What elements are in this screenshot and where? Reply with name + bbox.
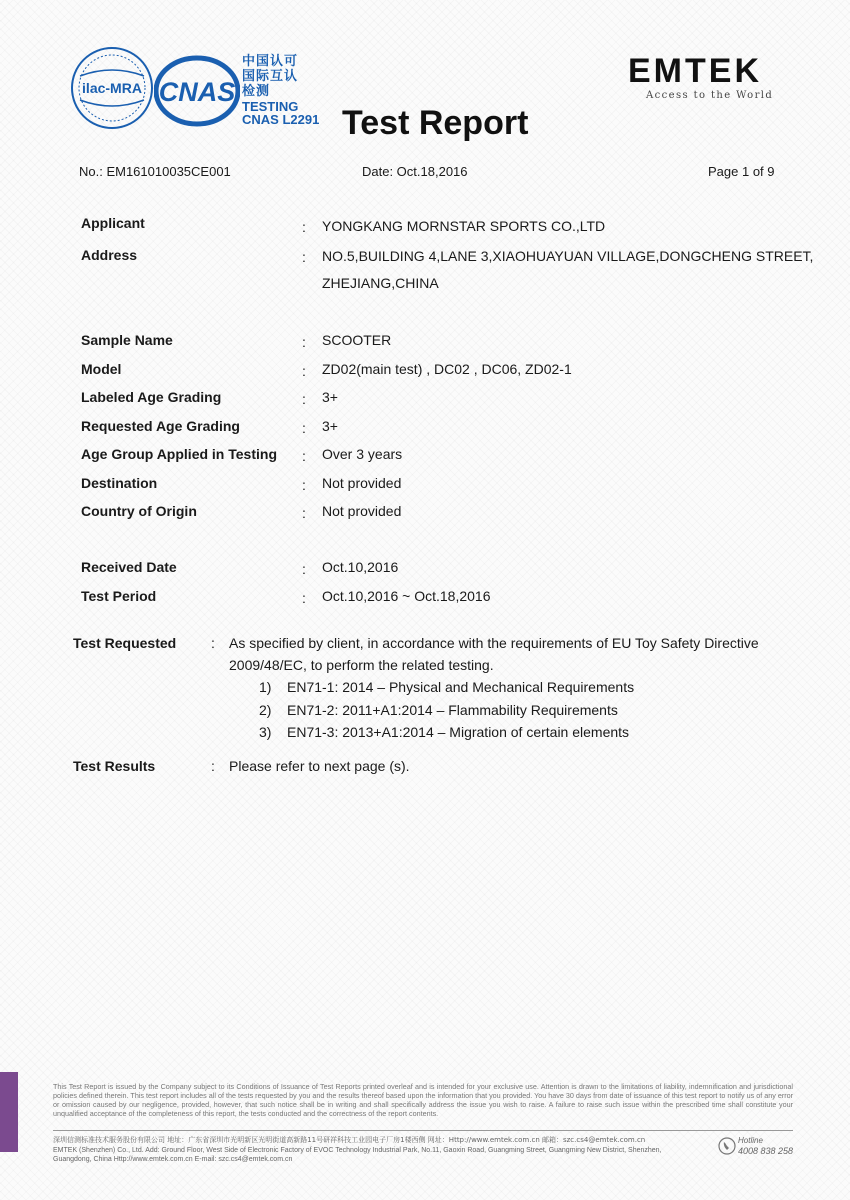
page-indicator: Page 1 of 9 (708, 164, 775, 179)
colon: : (211, 758, 215, 774)
side-color-bar (0, 1072, 18, 1152)
test-results-label: Test Results (73, 758, 156, 774)
colon: : (302, 362, 306, 379)
address-value: NO.5,BUILDING 4,LANE 3,XIAOHUAYUAN VILLAGE,DONGCHENG STREET, ZHEJIANG,CHINA (322, 248, 814, 291)
colon: : (302, 476, 306, 493)
colon: : (302, 334, 306, 350)
item-text: EN71-2: 2011+A1:2014 – Flammability Requirements (287, 701, 618, 718)
sample-field-value: 3+ (322, 389, 338, 405)
sample-field-label: Requested Age Grading (81, 417, 240, 434)
footer-address-cn: 深圳信测标准技术服务股份有限公司 地址：广东省深圳市光明新区光明街道高新路11号研祥科技工业园电子厂房1楼西侧 网址：Http://www.emtek.com.cn 邮箱：szc.cs4@emtek.com.cn (53, 1136, 646, 1144)
item-text: EN71-1: 2014 – Physical and Mechanical Requirements (287, 679, 635, 695)
colon: : (302, 589, 306, 606)
item-number: 3) (259, 724, 272, 740)
cnas-logo (154, 54, 240, 128)
ilac-text: ilac-MRA (82, 80, 142, 96)
footer-address (53, 1136, 713, 1165)
item-number: 2) (259, 701, 272, 718)
phone-icon (718, 1137, 736, 1155)
colon: : (302, 561, 306, 577)
emtek-tagline: Access to the World (646, 90, 774, 101)
test-requested-body (229, 632, 789, 744)
cnas-cn-line3: 检测 (242, 84, 271, 99)
item-text: EN71-3: 2013+A1:2014 – Migration of certain elements (287, 724, 630, 740)
date-field-value: Oct.10,2016 ~ Oct.18,2016 (322, 587, 491, 604)
colon: : (302, 219, 306, 235)
sample-field-label: Labeled Age Grading (81, 389, 222, 405)
colon: : (211, 635, 215, 651)
address-label: Address (81, 247, 138, 263)
cnas-testing-label: TESTING (242, 99, 299, 114)
sample-field-label: Age Group Applied in Testing (81, 446, 277, 462)
test-requested-list (259, 676, 789, 744)
sample-field-label: Model (81, 360, 122, 377)
colon: : (302, 391, 306, 407)
page-title: Test Report (342, 104, 529, 142)
sample-field-value: 3+ (322, 417, 338, 434)
footer-divider (53, 1130, 793, 1131)
colon: : (302, 448, 306, 464)
cnas-number: CNAS L2291 (242, 112, 320, 127)
emtek-logo: EMTEK (628, 52, 762, 90)
test-requested-intro: As specified by client, in accordance with the requirements of EU Toy Safety Directive 2009/48/EC, to perform the related testing. (229, 635, 759, 673)
sample-field-value: SCOOTER (322, 332, 392, 348)
colon: : (302, 249, 306, 265)
hotline (718, 1134, 798, 1162)
footer-address-en1: EMTEK (Shenzhen) Co., Ltd. Add: Ground Floor, West Side of Electronic Factory of EVOC Technology Industrial Park, No.11, Gaoxin Road, Guangming Street, Guangming New District, Shenzhen, (53, 1146, 662, 1154)
footer-disclaimer: This Test Report is issued by the Company subject to its Conditions of Issuance of Test Reports printed overleaf and is intended for your exclusive use. Attention is drawn to the limitations of liability, indemnification and jurisdictional policies defined therein. This test report includes all of the tests requested by you and the results thereof based upon the information that you provided. You have 30 days from date of issuance of this test report to notify us of any error or omission caused by our negligence, provided, however, that such notice shall be in writing and shall specifically address the issue you wish to raise. A failure to raise such issue within the prescribed time shall constitute your unqualified acceptance of the completeness of this report, the tests conducted and the correctness of the report contents. (53, 1082, 793, 1118)
report-number: No.: EM161010035CE001 (79, 164, 231, 179)
applicant-value: YONGKANG MORNSTAR SPORTS CO.,LTD (322, 218, 606, 234)
sample-field-value: Not provided (322, 474, 402, 491)
cnas-cn-line1: 中国认可 (242, 54, 299, 69)
test-requested-label: Test Requested (73, 635, 177, 651)
applicant-label: Applicant (81, 215, 145, 231)
cnas-mark-text: CNAS (158, 77, 236, 107)
report-date: Date: Oct.18,2016 (362, 164, 468, 179)
colon: : (302, 505, 306, 521)
sample-field-label: Destination (81, 474, 158, 491)
footer-address-en2: Guangdong, China Http://www.emtek.com.cn E-mail: szc.cs4@emtek.com.cn (53, 1156, 293, 1163)
test-requested-item (259, 676, 789, 699)
cnas-accreditation-text (242, 54, 342, 126)
test-requested-item (259, 721, 789, 744)
hotline-number: 4008 838 258 (738, 1146, 794, 1156)
date-field-value: Oct.10,2016 (322, 559, 399, 575)
sample-field-value: Not provided (322, 503, 402, 519)
cnas-cn-line2: 国际互认 (242, 69, 299, 84)
sample-field-value: Over 3 years (322, 446, 403, 462)
date-field-label: Received Date (81, 559, 177, 575)
colon: : (302, 419, 306, 436)
hotline-label: Hotline (738, 1136, 763, 1145)
date-field-label: Test Period (81, 587, 157, 604)
sample-field-label: Sample Name (81, 332, 173, 348)
item-number: 1) (259, 679, 272, 695)
ilac-mra-logo (70, 46, 154, 130)
test-requested-item (259, 699, 789, 722)
sample-field-label: Country of Origin (81, 503, 197, 519)
test-results-value: Please refer to next page (s). (229, 758, 410, 774)
sample-field-value: ZD02(main test) , DC02 , DC06, ZD02-1 (322, 360, 572, 377)
